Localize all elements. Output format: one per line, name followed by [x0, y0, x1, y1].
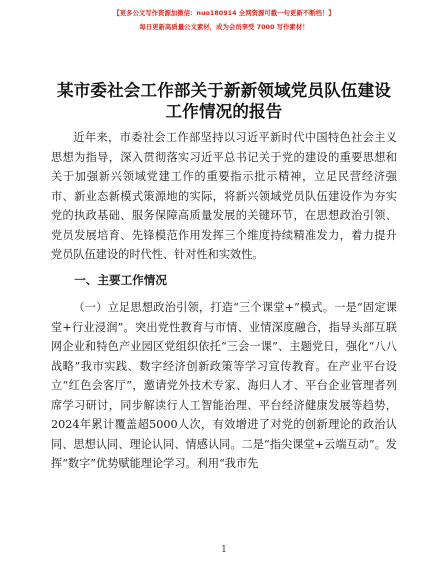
intro-paragraph: 近年来，市委社会工作部坚持以习近平新时代中国特色社会主义思想为指导，深入贯彻落实习近平总书记关于党的建设的重要思想和关于加强新兴领域党建工作的重要指示批示精神，立足民营经济强市、新业态新模式策源地的实际，将新兴领域党员队伍建设作为夯实党的执政基础、服务保障高质量发展的关键环节，在思想政治引领、党员发展培育、先锋模范作用发挥三个维度持续精准发力，着力提升党员队伍建设的时代性、针对性和实效性。 [51, 131, 397, 261]
page-number: 1 [221, 545, 227, 555]
section-paragraph: （一）立足思想政治引领，打造“三个课堂+”模式。一是“固定课堂+行业浸润”。突出党性教育与市情、业情深度融合，指导头部互联网企业和特色产业园区党组织依托“三会一课”、主题党日，强化“八八战略”我市实践、数字经济创新政策等学习宣传教育。在产业平台设立“红色会客厅”，邀请党外技术专家、海归人才、平台企业管理者列席学习研讨，同步解读行人工智能治理、平台经济健康发展等趋势，2024年累计覆盖超5000人次，有效增进了对党的创新理论的政治认同、思想认同、理论认同、情感认同。二是“指尖课堂+云端互动”。发挥“数字”优势赋能理论学习。利用“我市先 [51, 301, 397, 470]
promo-banner [0, 6, 448, 34]
document-title [40, 80, 408, 122]
section-heading: 一、主要工作情况 [74, 272, 167, 287]
document-title-line2: 工作情况的报告 [165, 102, 283, 121]
document-title-line1: 某市委社会工作部关于新新领域党员队伍建设 [57, 81, 391, 100]
promo-banner-line2: 每日更新高质量公文素材，成为会员享受 7000 写作素材！ [139, 23, 309, 31]
document-body [51, 128, 397, 474]
promo-banner-line1: 【更多公文写作资源加微信：nuo180914 全网资源可截一句更新不断档！】 [113, 9, 335, 17]
